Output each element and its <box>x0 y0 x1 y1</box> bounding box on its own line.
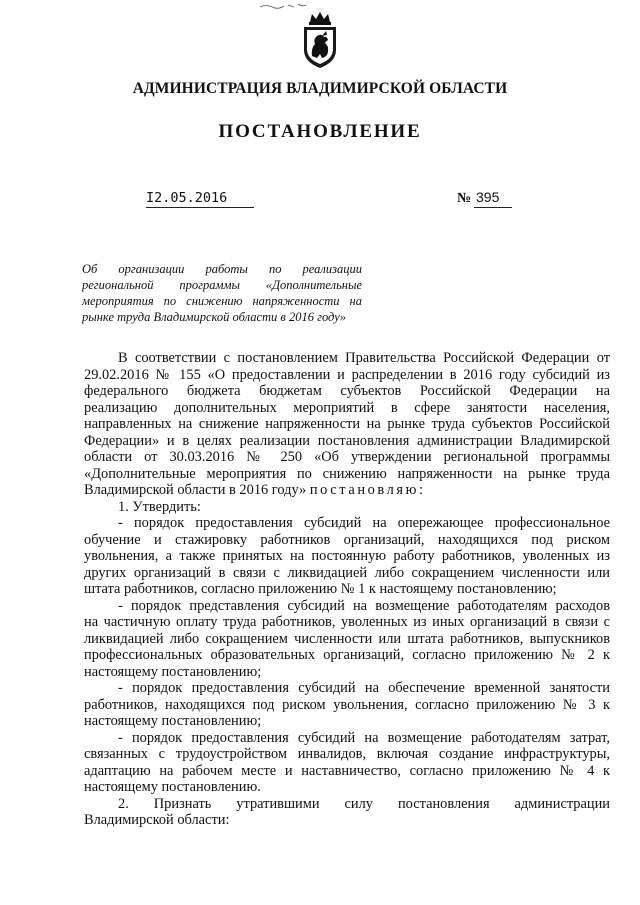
body-line: настоящему постановлению; <box>84 663 262 680</box>
subject-line: Об организации работы по реализации <box>82 262 362 276</box>
number-underline <box>474 207 512 208</box>
document-subject <box>82 261 362 325</box>
body-line <box>84 482 610 499</box>
body-line: «Дополнительные мероприятия по снижению напряженности на рынке труда <box>84 465 610 482</box>
body-line: настоящему постановлению. <box>84 779 261 795</box>
document-type-heading: ПОСТАНОВЛЕНИЕ <box>218 121 422 142</box>
number-sign: № <box>457 191 472 206</box>
body-line: Федерации» и в целях реализации постановления администрации Владимирской <box>84 432 610 449</box>
body-line: на частичную оплату труда работников, уволенных из иных организаций в связи с <box>84 614 610 630</box>
document-body <box>84 350 610 829</box>
subject-line: региональной программы «Дополнительные <box>82 278 362 292</box>
body-line: увольнения, а также принятых на постоянную работу работников, уволенных из <box>84 548 610 564</box>
body-line: - порядок предоставления субсидий на опережающее профессиональное <box>118 515 610 531</box>
date-underline <box>146 207 254 208</box>
document-number: 395 <box>476 189 500 205</box>
body-line: В соответствии с постановлением Правительства Российской Федерации от <box>118 350 610 366</box>
coat-of-arms-icon <box>298 12 342 70</box>
body-line: реализацию дополнительных мероприятий в сфере занятости населения, <box>84 399 610 416</box>
body-line: 29.02.2016 № 155 «О предоставлении и распределении в 2016 году субсидий из <box>84 366 610 383</box>
organization-title: АДМИНИСТРАЦИЯ ВЛАДИМИРСКОЙ ОБЛАСТИ <box>132 80 508 97</box>
body-line: - порядок предоставления субсидий на обеспечение временной занятости <box>118 680 610 696</box>
body-line: Владимирской области: <box>84 812 230 828</box>
body-line-start: Владимирской области в 2016 году» <box>84 482 307 498</box>
subject-line: мероприятия по снижению напряженности на <box>82 294 362 308</box>
document-date: I2.05.2016 <box>146 190 228 206</box>
body-line: области от 30.03.2016 № 250 «Об утверждении региональной программы <box>84 449 610 465</box>
body-line: - порядок предоставления субсидий на возмещение работодателям затрат, <box>118 729 610 746</box>
body-line: федерального бюджета бюджетам субъектов Российской Федерации на <box>84 383 610 399</box>
body-line: штата работников, согласно приложению № 1 к настоящему постановлению; <box>84 581 557 597</box>
decree-word: постановляю: <box>309 482 426 498</box>
subject-line: рынке труда Владимирской области в 2016 году» <box>82 310 346 324</box>
body-line: - порядок представления субсидий на возмещение работодателям расходов <box>118 597 610 614</box>
body-line: адаптацию на рабочем месте и наставничество, согласно приложению № 4 к <box>84 762 610 779</box>
body-line: направленных на снижение напряженности на рынке труда субъектов Российской <box>84 416 610 432</box>
body-line: настоящему постановлению; <box>84 713 262 729</box>
body-line: других организаций в связи с ликвидацией либо сокращением численности или <box>84 564 610 581</box>
body-line: обучение и стажировку работников организаций, находящихся под риском <box>84 531 610 548</box>
body-line: ликвидацией либо сокращением численности или штата работников, выпускников <box>84 630 610 647</box>
body-line: связанных с трудоустройством инвалидов, включая создание инфраструктуры, <box>84 746 610 762</box>
body-line: 1. Утвердить: <box>118 498 201 515</box>
body-line: 2. Признать утратившими силу постановления администрации <box>118 795 610 812</box>
body-line: профессиональных образовательных организаций, согласно приложению № 2 к <box>84 647 610 663</box>
body-line: работников, находящихся под риском увольнения, согласно приложению № 3 к <box>84 696 610 713</box>
handwritten-mark <box>258 2 308 10</box>
